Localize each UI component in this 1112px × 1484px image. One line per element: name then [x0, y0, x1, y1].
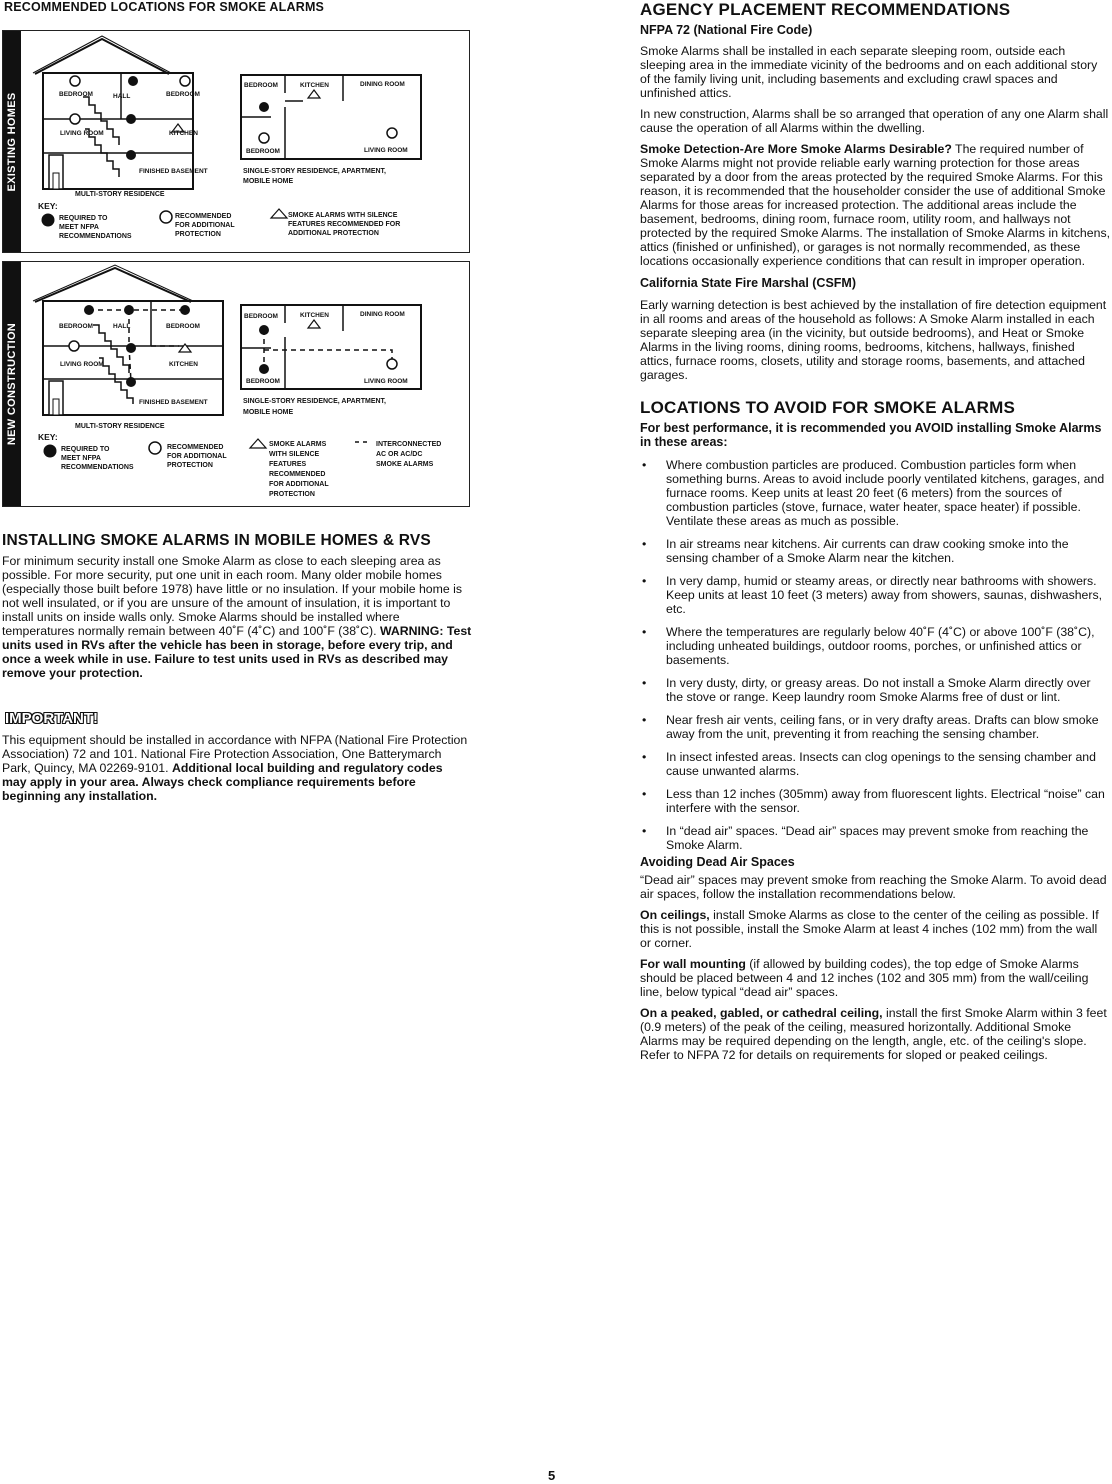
- key-recommended-icon: [149, 442, 161, 454]
- nfpa-subheading: NFPA 72 (National Fire Code): [640, 23, 813, 37]
- required-alarm: [126, 114, 136, 124]
- required-alarm: [259, 102, 269, 112]
- side-label: NEW CONSTRUCTION: [6, 322, 18, 446]
- diagram-heading: RECOMMENDED LOCATIONS FOR SMOKE ALARMS: [4, 0, 325, 14]
- key-text: SMOKE ALARMS: [376, 461, 434, 468]
- required-alarm: [128, 76, 138, 86]
- roof-outline: [35, 268, 191, 302]
- key-text: FEATURES: [269, 461, 307, 468]
- key-text: FOR ADDITIONAL: [175, 222, 235, 229]
- important-section: [2, 710, 468, 803]
- key-text: MEET NFPA: [59, 224, 99, 231]
- key-title: KEY:: [38, 201, 58, 211]
- key-text: FOR ADDITIONAL: [167, 453, 227, 460]
- list-item: • In “dead air” spaces. “Dead air” spaces may prevent smoke from reaching the Smoke Alarm.: [642, 824, 1089, 852]
- room-label: KITCHEN: [169, 130, 198, 137]
- room-label: LIVING ROOM: [60, 130, 104, 137]
- room-label: BEDROOM: [166, 91, 200, 98]
- agency-heading: AGENCY PLACEMENT RECOMMENDATIONS: [640, 0, 1011, 19]
- desirable-paragraph: Smoke Detection-Are More Smoke Alarms Desirable? The required number of Smoke Alarms might not provide reliable early warning protection for those areas separated by a door from the areas protected by the required Smoke Alarms. For this reason, it is recommended that the householder consider the use of additional Smoke Alarms for those areas for increased protection. The additional areas include the basement, bedrooms, dining room, furnace room, utility room, and hallways not protected by the required Smoke Alarms. The installation of Smoke Alarms in kitchens, attics (finished or unfinished), or garages is not normally recommended, as these locations occasionally experience conditions that can result in improper operation.: [640, 142, 1111, 268]
- avoid-heading: LOCATIONS TO AVOID FOR SMOKE ALARMS: [640, 398, 1016, 417]
- dead-air-subheading: Avoiding Dead Air Spaces: [640, 855, 795, 869]
- room-label: BEDROOM: [246, 148, 280, 155]
- key-text: FEATURES RECOMMENDED FOR: [288, 221, 401, 228]
- ceiling-paragraph: On ceilings, install Smoke Alarms as close to the center of the ceiling as possible. If this is not possible, install the Smoke Alarm at least 4 inches (102 mm) from the wall or corner.: [640, 908, 1099, 950]
- required-alarm: [259, 364, 269, 374]
- csfm-subheading: California State Fire Marshal (CSFM): [640, 276, 857, 290]
- key-text: PROTECTION: [167, 462, 213, 469]
- important-heading: IMPORTANT!: [5, 710, 99, 727]
- room-label: BEDROOM: [166, 323, 200, 330]
- room-label: LIVING ROOM: [364, 378, 408, 385]
- page-number: 5: [548, 1468, 556, 1483]
- silence-alarm: [308, 90, 320, 98]
- required-alarm: [126, 343, 136, 353]
- list-item: • In air streams near kitchens. Air currents can draw cooking smoke into the sensing chamber of a Smoke Alarm near the kitchen.: [642, 537, 1069, 565]
- peaked-paragraph: On a peaked, gabled, or cathedral ceiling, install the first Smoke Alarm within 3 feet (0.9 meters) of the peak of the ceiling, measured horizontally. Additional Smoke Alarms may be required depending on the length, angle, etc. of the ceiling's slope. Refer to NFPA 72 for details on requirements for sloped or peaked ceilings.: [640, 1006, 1107, 1062]
- caption: MOBILE HOME: [243, 409, 294, 416]
- caption: MULTI-STORY RESIDENCE: [75, 191, 165, 198]
- key-text: AC OR AC/DC: [376, 451, 423, 458]
- side-label: EXISTING HOMES: [6, 92, 18, 191]
- mobile-homes-section: [2, 532, 474, 680]
- existing-homes-panel: [2, 30, 470, 253]
- key-text: PROTECTION: [175, 231, 221, 238]
- right-column: [640, 0, 1110, 1062]
- new-construction-diagram: [3, 262, 469, 506]
- key-text: RECOMMENDED: [269, 471, 326, 478]
- key-text: RECOMMENDATIONS: [61, 464, 134, 471]
- key-silence-icon: [271, 209, 287, 218]
- interconnect-line: [264, 350, 392, 364]
- mobile-warning: WARNING: Test units used in RVs after the vehicle has been in storage, before every trip, and once a week while in use. Failure to test units used in RVs as described may remove your protection.: [2, 624, 472, 680]
- key-required-icon: [44, 445, 57, 458]
- mobile-heading: INSTALLING SMOKE ALARMS IN MOBILE HOMES & RVS: [2, 532, 431, 549]
- key-text: MEET NFPA: [61, 455, 101, 462]
- recommended-alarm: [70, 76, 80, 86]
- dead-air-paragraph: “Dead air” spaces may prevent smoke from reaching the Smoke Alarm. To avoid dead air spaces, follow the installation recommendations below.: [640, 873, 1107, 901]
- key-text: RECOMMENDED: [167, 444, 224, 451]
- caption: SINGLE-STORY RESIDENCE, APARTMENT,: [243, 398, 386, 405]
- silence-alarm: [308, 320, 320, 328]
- avoid-list: [640, 458, 1110, 852]
- list-item: • In insect infested areas. Insects can clog openings to the sensing chamber and cause unwanted alarms.: [642, 750, 1096, 778]
- list-item: • In very dusty, dirty, or greasy areas. Do not install a Smoke Alarm directly over the stove or range. Keep laundry room Smoke Alarms free of dust or lint.: [642, 676, 1091, 704]
- room-label: KITCHEN: [169, 361, 198, 368]
- list-item: • Near fresh air vents, ceiling fans, or in very drafty areas. Drafts can blow smoke away from the unit, preventing it from reaching the sensing chamber.: [642, 713, 1099, 741]
- key-text: FOR ADDITIONAL: [269, 481, 329, 488]
- key-title: KEY:: [38, 432, 58, 442]
- important-body: This equipment should be installed in accordance with NFPA (National Fire Protection Association) 72 and 101. National Fire Protection Association, One Batterymarch Park, Quincy, MA 02269-9101. Additional local building and regulatory codes may apply in your area. Always check compliance requirements before beginning any installation.: [2, 733, 468, 803]
- key-text: ADDITIONAL PROTECTION: [288, 230, 379, 237]
- stairs: [83, 97, 119, 145]
- room-label: HALL: [113, 323, 131, 330]
- room-label: KITCHEN: [300, 82, 329, 89]
- key-text: SMOKE ALARMS: [269, 441, 327, 448]
- nfpa-paragraph-2: In new construction, Alarms shall be so arranged that operation of any one Alarm shall cause the operation of all Alarms within the dwelling.: [640, 107, 1109, 135]
- list-item: • Less than 12 inches (305mm) away from fluorescent lights. Electrical “noise” can interfere with the sensor.: [642, 787, 1105, 815]
- required-alarm: [126, 377, 136, 387]
- required-alarm: [84, 305, 94, 315]
- room-label: HALL: [113, 93, 131, 100]
- room-label: KITCHEN: [300, 312, 329, 319]
- room-label: LIVING ROOM: [60, 361, 104, 368]
- key-text: SMOKE ALARMS WITH SILENCE: [288, 212, 398, 219]
- room-label: FINISHED BASEMENT: [139, 399, 208, 406]
- key-text: REQUIRED TO: [59, 215, 108, 222]
- list-item: • In very damp, humid or steamy areas, or directly near bathrooms with showers. Keep units at least 10 feet (3 meters) away from showers, saunas, dishwashers, etc.: [642, 574, 1103, 616]
- required-alarm: [124, 305, 134, 315]
- caption: MOBILE HOME: [243, 178, 294, 185]
- list-item: • Where the temperatures are regularly below 40˚F (4˚C) or above 100˚F (38˚C), including unheated buildings, outdoor rooms, porches, or unfinished attics or basements.: [642, 625, 1095, 667]
- key-text: INTERCONNECTED: [376, 441, 442, 448]
- key-recommended-icon: [160, 211, 172, 223]
- recommended-alarm: [70, 114, 80, 124]
- roof-outline: [35, 39, 169, 74]
- caption: SINGLE-STORY RESIDENCE, APARTMENT,: [243, 168, 386, 175]
- room-label: LIVING ROOM: [364, 147, 408, 154]
- caption: MULTI-STORY RESIDENCE: [75, 423, 165, 430]
- new-construction-panel: [2, 261, 470, 507]
- required-alarm: [180, 305, 190, 315]
- wall-paragraph: For wall mounting (if allowed by building codes), the top edge of Smoke Alarms should be placed between 4 and 12 inches (102 and 305 mm) from the wall/ceiling line, below typical “dead air” spaces.: [640, 957, 1089, 999]
- key-text: RECOMMENDED: [175, 213, 232, 220]
- required-alarm: [126, 150, 136, 160]
- required-alarm: [259, 325, 269, 335]
- key-required-icon: [42, 214, 55, 227]
- recommended-alarm: [387, 359, 397, 369]
- recommended-alarm: [180, 76, 190, 86]
- csfm-paragraph: Early warning detection is best achieved by the installation of fire detection equipment in all rooms and areas of the household as follows: A Smoke Alarm installed in each separate sleeping area (in the vicinity, but outside bedrooms), and Heat or Smoke Alarms in the living rooms, dining rooms, bedrooms, kitchens, hallways, finished attics, furnace rooms, closets, utility and storage rooms, basements, and attached garages.: [640, 298, 1107, 382]
- key-text: RECOMMENDATIONS: [59, 233, 132, 240]
- list-item: • Where combustion particles are produced. Combustion particles form when something burns. Areas to avoid include poorly ventilated kitchens, garages, and furnace rooms. Keep units at least 20 feet (6 meters) from the sources of combustion particles (stove, furnace, water heater, space heater) if possible. Ventilate these areas as much as possible.: [642, 458, 1105, 528]
- important-bold: Additional local building and regulatory codes may apply in your area. Always check compliance requirements before beginning any installation.: [2, 761, 443, 803]
- nfpa-paragraph-1: Smoke Alarms shall be installed in each separate sleeping room, outside each sleeping area in the immediate vicinity of the bedrooms and on each additional story of the family living unit, including basements and excluding crawl spaces and unfinished attics.: [640, 44, 1098, 100]
- room-label: BEDROOM: [244, 82, 278, 89]
- room-label: BEDROOM: [244, 313, 278, 320]
- key-text: PROTECTION: [269, 491, 315, 498]
- existing-homes-diagram: [3, 31, 469, 252]
- room-label: DINING ROOM: [360, 311, 405, 318]
- mobile-body: For minimum security install one Smoke Alarm as close to each sleeping area as possible. For more security, put one unit in each room. Many older mobile homes (especially those built before 1978) have little or no insulation. If your mobile home is not well insulated, or if you are unsure of the amount of insulation, it is important to install units on inside walls only. Smoke Alarms should be installed where temperatures normally remain between 40˚F (4˚C) and 100˚F (38˚C). WARNING: Test units used in RVs after the vehicle has been in storage, before every trip, and once a week while in use. Failure to test units used in RVs as described may remove your protection.: [2, 554, 472, 680]
- key-text: WITH SILENCE: [269, 451, 320, 458]
- room-label: BEDROOM: [59, 323, 93, 330]
- room-label: BEDROOM: [59, 91, 93, 98]
- key-text: REQUIRED TO: [61, 446, 110, 453]
- roof-outline-inner: [33, 265, 193, 301]
- recommended-alarm: [259, 133, 269, 143]
- room-label: FINISHED BASEMENT: [139, 168, 208, 175]
- room-label: DINING ROOM: [360, 81, 405, 88]
- recommended-alarm: [69, 341, 79, 351]
- room-label: BEDROOM: [246, 378, 280, 385]
- recommended-alarm: [387, 128, 397, 138]
- roof-outline-inner: [33, 36, 171, 73]
- key-silence-icon: [250, 439, 266, 448]
- avoid-intro: For best performance, it is recommended you AVOID installing Smoke Alarms in these areas:: [640, 421, 1102, 449]
- silence-alarm: [179, 344, 191, 352]
